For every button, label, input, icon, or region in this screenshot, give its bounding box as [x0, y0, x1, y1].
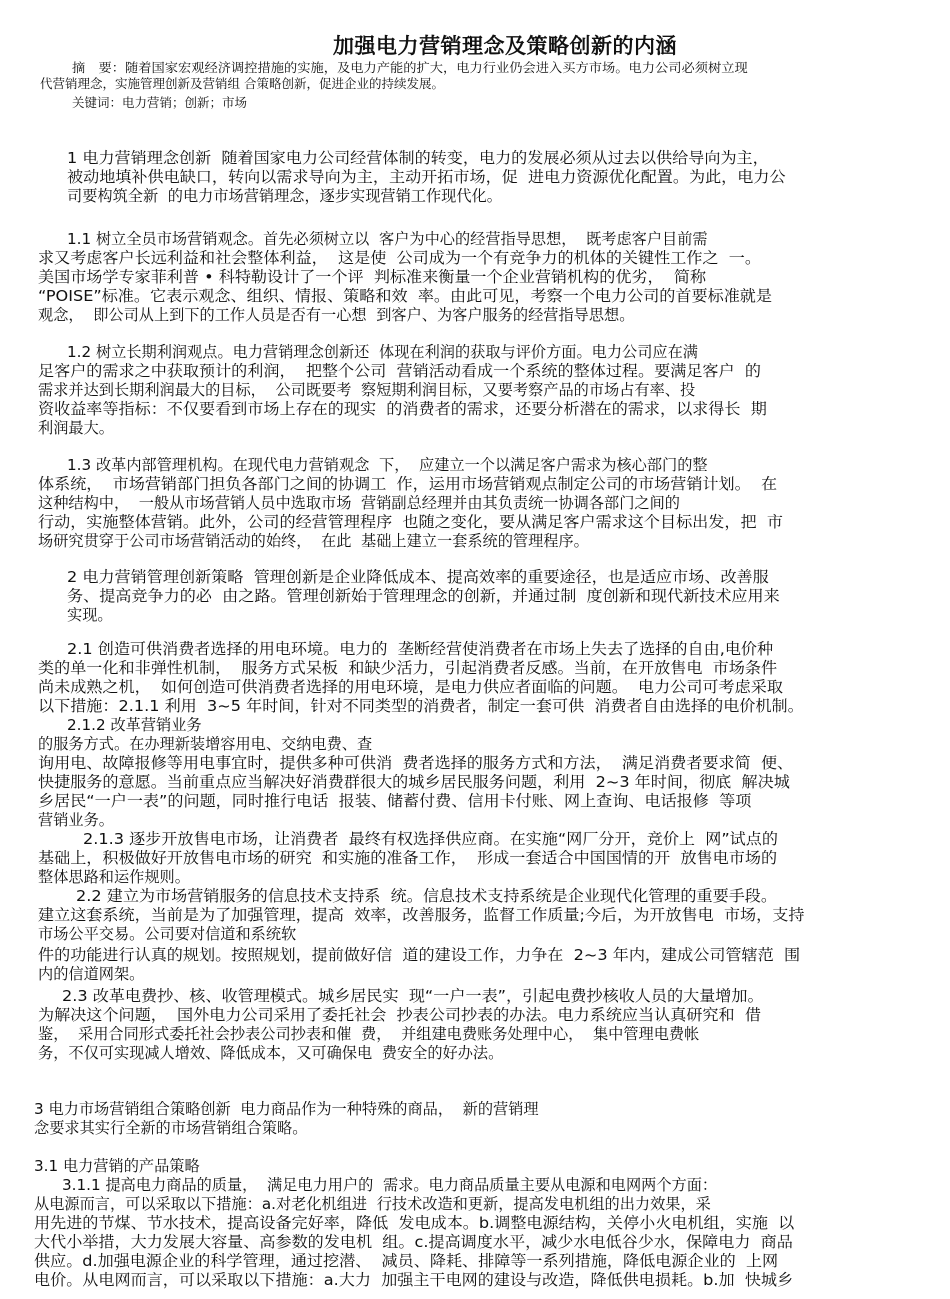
text-line: 的服务方式。在办理新装增容用电、交纳电费、查 — [38, 735, 373, 753]
text-line: 1 电力营销理念创新 随着国家电力公司经营体制的转变，电力的发展必须从过去以供给导向为主， — [67, 149, 769, 167]
text-line: “POISE”标准。它表示观念、组织、情报、策略和效 率。由此可见，考察一个电力公司的首要标准就是 — [38, 287, 773, 305]
text-line: 市场公平交易。公司要对信道和系统软 — [38, 925, 297, 943]
text-line: 2.1 创造可供消费者选择的用电环境。电力的 垄断经营使消费者在市场上失去了选择的自由,电价种 — [67, 640, 774, 658]
abstract-line: 代营销理念，实施管理创新及营销组 合策略创新，促进企业的持续发展。 — [40, 76, 444, 91]
text-line: 3.1.1 提高电力商品的质量， 满足电力用户的 需求。电力商品质量主要从电源和电网两个方面： — [62, 1176, 718, 1194]
text-line: 建立这套系统，当前是为了加强管理，提高 效率，改善服务，监督工作质量;今后，为开放售电 市场，支持 — [38, 906, 805, 924]
text-line: 营销业务。 — [38, 811, 114, 829]
text-line: 足客户的需求之中获取预计的利润， 把整个公司 营销活动看成一个系统的整体过程。要满足客户 的 — [38, 362, 761, 380]
text-line: 3.1 电力营销的产品策略 — [34, 1157, 200, 1175]
text-line: 大代小举措，大力发展大容量、高参数的发电机 组。c.提高调度水平，减少水电低谷少水，保障电力 商品 — [34, 1233, 793, 1251]
text-line: 念要求其实行全新的市场营销组合策略。 — [34, 1119, 308, 1137]
text-line: 供应。d.加强电源企业的科学管理，通过挖潜、 减员、降耗、排障等一系列措施，降低电源企业的 上网 — [34, 1252, 779, 1270]
text-line: 务、提高竞争力的必 由之路。管理创新始于管理理念的创新，并通过制 度创新和现代新技术应用来 — [67, 587, 780, 605]
text-line: 利润最大。 — [38, 419, 114, 437]
text-line: 1.2 树立长期利润观点。电力营销理念创新还 体现在利润的获取与评价方面。电力公司应在满 — [67, 343, 698, 361]
text-line: 整体思路和运作规则。 — [38, 868, 190, 886]
text-line: 2.2 建立为市场营销服务的信息技术支持系 统。信息技术支持系统是企业现代化管理的重要手段。 — [76, 887, 778, 905]
text-line: 以下措施：2.1.1 利用 3~5 年时间，针对不同类型的消费者，制定一套可供 消费者自由选择的电价机制。 — [38, 697, 804, 715]
text-line: 基础上，积极做好开放售电市场的研究 和实施的准备工作， 形成一套适合中国国情的开 放售电市场的 — [38, 849, 778, 867]
text-line: 为解决这个问题， 国外电力公司采用了委托社会 抄表公司抄表的办法。电力系统应当认真研究和 借 — [38, 1006, 761, 1024]
text-line: 实现。 — [67, 606, 113, 624]
text-line: 3 电力市场营销组合策略创新 电力商品作为一种特殊的商品， 新的营销理 — [34, 1100, 539, 1118]
text-line: 这种结构中， 一般从市场营销人员中选取市场 营销副总经理并由其负责统一协调各部门之间的 — [38, 494, 680, 512]
keywords-line: 关键词：电力营销；创新；市场 — [72, 95, 248, 110]
text-line: 被动地填补供电缺口，转向以需求导向为主，主动开拓市场，促 进电力资源优化配置。为此，电力公 — [67, 168, 786, 186]
text-line: 2.3 改革电费抄、核、收管理模式。城乡居民实 现“一户一表”，引起电费抄核收人员的大量增加。 — [62, 987, 764, 1005]
text-line: 司要构筑全新 的电力市场营销理念，逐步实现营销工作现代化。 — [67, 187, 502, 205]
text-line: 鉴， 采用合同形式委托社会抄表公司抄表和催 费， 并组建电费账务处理中心， 集中管理电费帐 — [38, 1025, 700, 1043]
text-line: 美国市场学专家菲利普 • 科特勒设计了一个评 判标准来衡量一个企业营销机构的优劣， 简称 — [38, 268, 707, 286]
text-line: 件的功能进行认真的规划。按照规划，提前做好信 道的建设工作，力争在 2~3 年内，建成公司管辖范 围 — [38, 946, 801, 964]
text-line: 电价。从电网而言，可以采取以下措施：a.大力 加强主干电网的建设与改造，降低供电损耗。b.加 快城乡 — [34, 1271, 794, 1289]
text-line: 1.3 改革内部管理机构。在现代电力营销观念 下， 应建立一个以满足客户需求为核心部门的整 — [67, 456, 708, 474]
abstract-line: 摘 要：随着国家宏观经济调控措施的实施，及电力产能的扩大，电力行业仍会进入买方市场。电力公司必须树立现 — [72, 60, 748, 75]
text-line: 场研究贯穿于公司市场营销活动的始终， 在此 基础上建立一套系统的管理程序。 — [38, 532, 589, 550]
text-line: 2.1.3 逐步开放售电市场，让消费者 最终有权选择供应商。在实施“网厂分开，竞价上 网”试点的 — [83, 830, 778, 848]
text-line: 类的单一化和非弹性机制， 服务方式呆板 和缺少活力，引起消费者反感。当前，在开放售电 市场条件 — [38, 659, 778, 677]
text-line: 内的信道网架。 — [38, 965, 145, 983]
text-line: 乡居民“一户一表”的问题，同时推行电话 报装、储蓄付费、信用卡付账、网上查询、电话报修 等项 — [38, 792, 752, 810]
text-line: 需求并达到长期利润最大的目标， 公司既要考 察短期利润目标，又要考察产品的市场占有率、投 — [38, 381, 696, 399]
text-line: 行动，实施整体营销。此外，公司的经营管理程序 也随之变化，要从满足客户需求这个目标出发，把 市 — [38, 513, 783, 531]
text-line: 尚未成熟之机， 如何创造可供消费者选择的用电环境，是电力供应者面临的问题。 电力公司可考虑采取 — [38, 678, 783, 696]
text-line: 资收益率等指标：不仅要看到市场上存在的现实 的消费者的需求，还要分析潜在的需求，以求得长 期 — [38, 400, 767, 418]
text-line: 用先进的节煤、节水技术，提高设备完好率，降低 发电成本。b.调整电源结构，关停小火电机组，实施 以 — [34, 1214, 795, 1232]
text-line: 求又考虑客户长远利益和社会整体利益， 这是使 公司成为一个有竞争力的机体的关键性工作之 一。 — [38, 249, 761, 267]
text-line: 1.1 树立全员市场营销观念。首先必须树立以 客户为中心的经营指导思想， 既考虑客户目前需 — [67, 230, 708, 248]
text-line: 2.1.2 改革营销业务 — [67, 716, 202, 734]
text-line: 询用电、故障报修等用电事宜时，提供多种可供消 费者选择的服务方式和方法， 满足消费者要求简 便、 — [38, 754, 794, 772]
text-line: 体系统， 市场营销部门担负各部门之间的协调工 作，运用市场营销观点制定公司的市场营销计划。 在 — [38, 475, 778, 493]
text-line: 观念， 即公司从上到下的工作人员是否有一心想 到客户、为客户服务的经营指导思想。 — [38, 306, 635, 324]
text-line: 务，不仅可实现减人增效、降低成本，又可确保电 费安全的好办法。 — [38, 1044, 504, 1062]
text-line: 快捷服务的意愿。当前重点应当解决好消费群很大的城乡居民服务问题，利用 2~3 年时间，彻底 解决城 — [38, 773, 790, 791]
text-line: 从电源而言，可以采取以下措施：a.对老化机组进 行技术改造和更新，提高发电机组的出力效果，采 — [34, 1195, 711, 1213]
document-title: 加强电力营销理念及策略创新的内涵 — [333, 34, 677, 58]
text-line: 2 电力营销管理创新策略 管理创新是企业降低成本、提高效率的重要途径，也是适应市场、改善服 — [67, 568, 769, 586]
